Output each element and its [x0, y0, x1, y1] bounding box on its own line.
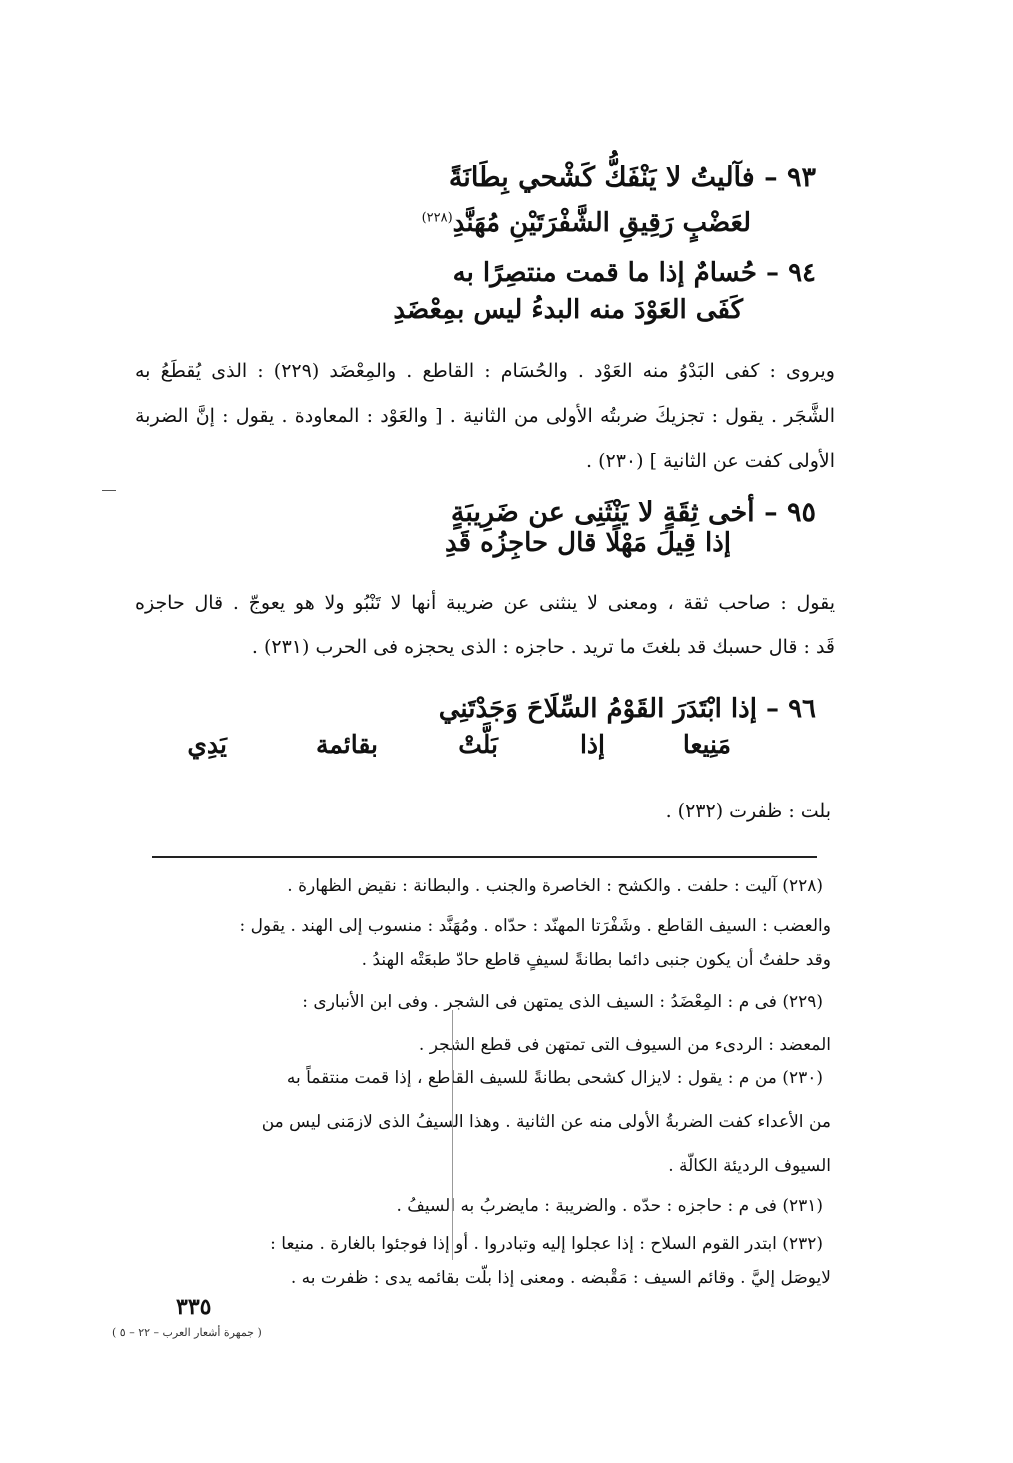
commentary-line: قَد : قال حسبك قد بلغتَ ما تريد . حاجزه : الذى يحجزه فى الحرب (٢٣١) . [251, 636, 835, 658]
verse-96-word: يَدِي [187, 730, 227, 759]
footnote-line: (٢٣٢) ابتدر القوم السلاح : إذا عجلوا إليه وتبادروا . أو إذا فوجئوا بالغارة . منيعا : [270, 1234, 823, 1254]
footnote-line: (٢٣٠) من م : يقول : لايزال كشحى بطانةً للسيف القاطع ، إذا قمت منتقماً به [286, 1068, 823, 1088]
margin-mark [102, 490, 116, 491]
verse-94-first-hemistich: ٩٤ – حُسامٌ إذا ما قمت منتصِرًا به [452, 258, 816, 288]
footnote-line: (٢٣١) فى م : حاجزه : حدّه . والضريبة : مايضربُ به السيفُ . [396, 1196, 823, 1216]
commentary-line: يقول : صاحب ثقة ، ومعنى لا ينثنى عن ضريبة أنها لا تَنْبُو ولا هو يعوجّ . قال حاجزه [135, 592, 835, 614]
verse-96-first-hemistich: ٩٦ – إذا ابْتَدَرَ القَوْمُ السِّلَاحَ وَجَدْتَنِي [438, 694, 816, 724]
footnote-line: وقد حلفتُ أن يكون جنبى دائما بطانةً لسيفٍ قاطع حادّ طبعَتْه الهندُ . [361, 950, 831, 970]
verse-96-word: إذا [579, 730, 605, 759]
footnote-line: السيوف الرديئة الكالّة . [668, 1156, 831, 1176]
footnote-line: من الأعداء كفت الضربةُ الأولى منه عن الثانية . وهذا السيفُ الذى لازمَنى ليس من [261, 1112, 831, 1132]
footnote-line: والعضب : السيف القاطع . وشَفْرَتا المهنّد : حدّاه . ومُهَنَّد : منسوب إلى الهند . يقول : [239, 916, 831, 936]
footnote-line: المعضد : الردىء من السيوف التى تمتهن فى قطع الشجر . [418, 1035, 831, 1055]
verse-93-first-hemistich: ٩٣ – فآليتُ لا يَنْفَكُّ كَشْحي بِطَانَةً [448, 162, 816, 193]
verse-96-word: مَنِيعا [682, 730, 731, 759]
commentary-line: الشَّجَر . يقول : تجزيكَ ضربتُه الأولى من الثانية . [ والعَوْد : المعاودة . يقول : إنَّ الضربة [135, 405, 835, 427]
verse-95-second-hemistich: إذا قِيلَ مَهْلًا قال حاجِزُه قَدِ [444, 528, 731, 558]
commentary-line: الأولى كفت عن الثانية ] (٢٣٠) . [586, 450, 835, 472]
footnote-line: لايوصَل إليَّ . وقائم السيف : مَقْبضه . ومعنى إذا بلّت بقائمه يدى : ظفرت به . [290, 1268, 831, 1288]
verse-94-second-hemistich: كَفَى العَوْدَ منه البدءُ ليس بمِعْضَدِ [393, 295, 743, 325]
verse-96-word: بَلَّتْ [458, 730, 498, 759]
verse-93-second-hemistich-text: لعَضْبٍ رَقِيقِ الشَّفْرَتَيْنِ مُهَنَّدِ [452, 208, 751, 238]
commentary-line: بلت : ظفرت (٢٣٢) . [665, 800, 831, 822]
commentary-line: ويروى : كفى البَدْوُ منه العَوْد . والحُسَام : القاطع . والمِعْضَد (٢٢٩) : الذى يُقطَعُ به [135, 360, 835, 382]
footnote-line: (٢٢٨) آليت : حلفت . والكشح : الخاصرة والجنب . والبطانة : نقيض الظهارة . [287, 876, 823, 896]
binding-gutter-line [452, 1010, 453, 1260]
page-number: ٣٣٥ [176, 1294, 212, 1320]
footnote-line: (٢٢٩) فى م : المِعْضَدُ : السيف الذى يمتهن فى الشجر . وفى ابن الأنبارى : [302, 992, 823, 1012]
verse-96-word: بقائمة [315, 730, 378, 759]
footnote-ref-228: (٢٢٨) [421, 210, 453, 226]
verse-95-first-hemistich: ٩٥ – أخى ثِقَةٍ لا يَنْثَنِى عن ضَرِيبَةٍ [450, 497, 816, 528]
verse-93-second-hemistich [422, 208, 751, 238]
printer-signature: ( جمهرة أشعار العرب – ٢٢ – ٥ ) [112, 1326, 262, 1339]
footnote-separator [152, 856, 817, 858]
